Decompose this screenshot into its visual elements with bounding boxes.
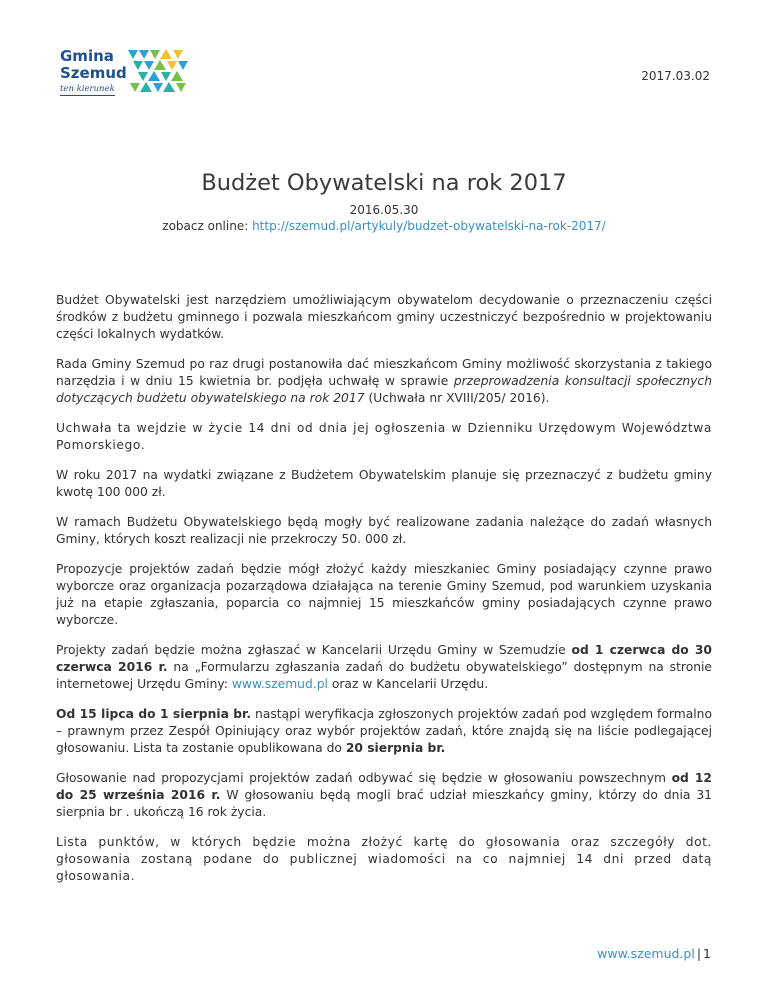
footer-website-link[interactable]: www.szemud.pl <box>597 946 695 961</box>
paragraph <box>56 642 712 693</box>
paragraph: W roku 2017 na wydatki związane z Budżetem Obywatelskim planuje się przeznaczyć z budżetu gminy kwotę 100 000 zł. <box>56 468 712 499</box>
page-header <box>0 0 768 120</box>
logo-name-line2: Szemud <box>60 64 127 82</box>
paragraph: Budżet Obywatelski jest narzędziem umożliwiającym obywatelom decydowanie o przeznaczeniu części środków z budżetu gminnego i pozwala mieszkańcom gminy uczestniczyć bezpośrednio w projektowaniu części lokalnych wydatków. <box>56 293 712 341</box>
logo-slogan: ten kierunek <box>60 84 115 94</box>
paragraph: Lista punktów, w których będzie można złożyć kartę do głosowania oraz szczegóły dot. głosowania zostaną podane do publicznej wiadomości na co najmniej 14 dni przed datą głosowania. <box>56 835 712 883</box>
gmina-szemud-logo[interactable] <box>60 48 190 104</box>
online-label: zobacz online: <box>162 219 249 233</box>
paragraph <box>56 770 712 821</box>
paragraph-text: Projekty zadań będzie można zgłaszać w Kancelarii Urzędu Gminy w Szemudzie <box>56 643 572 657</box>
paragraph <box>56 356 712 407</box>
online-link-line <box>0 218 768 235</box>
footer-separator: | <box>696 946 702 961</box>
article-body <box>56 292 712 898</box>
page-footer <box>597 946 711 961</box>
paragraph: Propozycje projektów zadań będzie mógł złożyć każdy mieszkaniec Gminy posiadający czynne prawo wyborcze oraz organizacja pozarządowa działająca na terenie Gminy Szemud, pod warunkiem uzyskania już na etapie zgłaszania, poparcia co najmniej 15 mieszkańców gminy posiadających czynne prawo wyborcze. <box>56 562 712 627</box>
paragraph-text: W głosowaniu będą mogli brać udział mieszkańcy gminy, którzy do dnia 31 sierpnia br . ukończą 16 rok życia. <box>56 788 712 819</box>
paragraph-text: oraz w Kancelarii Urzędu. <box>327 677 489 691</box>
bold-text: od 1 czerwca do 30 czerwca 2016 r. <box>56 643 712 674</box>
page-number: 1 <box>703 946 711 961</box>
paragraph-text: Rada Gminy Szemud po raz drugi postanowiła dać mieszkańcom Gminy możliwość skorzystania z takiego narzędzia i w dniu 15 kwietnia br. podjęła uchwałę w sprawie <box>56 357 712 388</box>
website-link[interactable]: www.szemud.pl <box>231 677 328 691</box>
article-header <box>0 165 768 235</box>
paragraph: W ramach Budżetu Obywatelskiego będą mogły być realizowane zadania należące do zadań własnych Gminy, których koszt realizacji nie przekroczy 50. 000 zł. <box>56 515 712 546</box>
bold-text: 20 sierpnia br. <box>345 741 446 755</box>
header-date: 2017.03.02 <box>641 69 710 83</box>
paragraph-text: Głosowanie nad propozycjami projektów zadań odbywać się będzie w głosowaniu powszechnym <box>56 771 672 785</box>
paragraph <box>56 706 712 757</box>
bold-text: Od 15 lipca do 1 sierpnia br. <box>56 707 252 721</box>
logo-wordmark <box>60 48 128 82</box>
paragraph-text: (Uchwała nr XVIII/205/ 2016). <box>364 391 550 405</box>
logo-name-line1: Gmina <box>60 47 114 65</box>
publication-date: 2016.05.30 <box>349 203 419 217</box>
logo-triangles-icon <box>126 48 188 100</box>
page-title: Budżet Obywatelski na rok 2017 <box>201 170 567 196</box>
paragraph-text: nastąpi weryfikacja zgłoszonych projektów zadań pod względem formalno – prawnym przez Zespół Opiniujący oraz wybór projektów zadań, które znajdą się na liście podlegającej głosowaniu. Lista ta zostanie opublikowana do <box>56 707 712 755</box>
italic-text: przeprowadzenia konsultacji społecznych dotyczących budżetu obywatelskiego na rok 2017 <box>56 374 712 405</box>
bold-text: od 12 do 25 września 2016 r. <box>56 771 712 802</box>
paragraph: Uchwała ta wejdzie w życie 14 dni od dnia jej ogłoszenia w Dzienniku Urzędowym Województwa Pomorskiego. <box>56 421 712 452</box>
online-url-link[interactable]: http://szemud.pl/artykuly/budzet-obywatelski-na-rok-2017/ <box>252 219 606 233</box>
paragraph-text: na „Formularzu zgłaszania zadań do budżetu obywatelskiego” dostępnym na stronie internetowej Urzędu Gminy: <box>56 660 712 691</box>
